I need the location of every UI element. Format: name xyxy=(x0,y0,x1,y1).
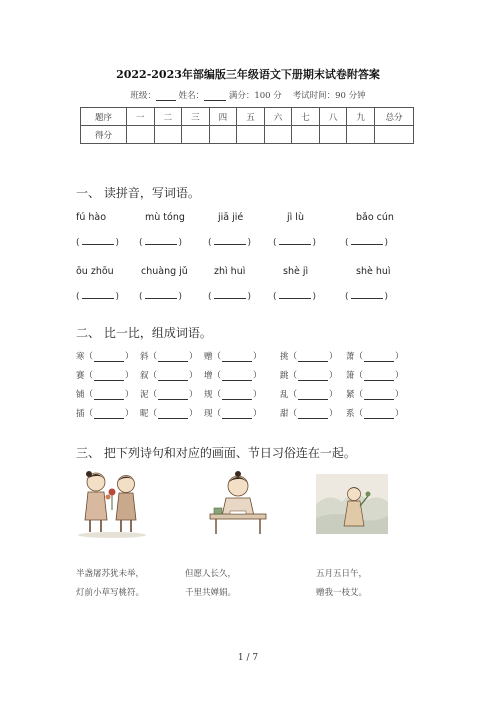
pinyin-item: ōu zhōu xyxy=(76,266,114,277)
answer-blank[interactable] xyxy=(364,353,394,362)
pinyin-item: zhì huì xyxy=(214,266,246,277)
document-title: 2022-2023年部编版三年级语文下册期末试卷附答案 xyxy=(116,68,380,81)
compare-char: 斜 xyxy=(140,352,149,362)
pinyin-item: shè jì xyxy=(283,266,309,277)
full-score: 满分：100 分 xyxy=(228,91,282,101)
score-header-cell: 四 xyxy=(209,108,237,126)
answer-blank[interactable]: ( ) xyxy=(345,292,389,302)
score-header-cell: 五 xyxy=(237,108,265,126)
compare-char: 乱 xyxy=(280,390,289,400)
compare-row: 寒（ ） 斜（ ） 赠（ ） 挑（ ） 萧（ ） xyxy=(76,352,404,362)
children-flowers-illustration[interactable] xyxy=(74,468,150,538)
compare-row: 铺（ ） 泥（ ） 规（ ） 乱（ ） 紧（ ） xyxy=(76,390,404,400)
compare-char: 寒 xyxy=(76,352,85,362)
score-cell[interactable] xyxy=(209,126,237,144)
pinyin-item: chuàng jǔ xyxy=(141,266,188,277)
pinyin-item: shè huì xyxy=(356,266,391,277)
score-header-cell: 题序 xyxy=(81,108,127,126)
score-cell[interactable] xyxy=(292,126,320,144)
section-2-heading: 二、 比一比，组成词语。 xyxy=(76,326,212,340)
score-header-cell: 八 xyxy=(319,108,347,126)
answer-blank[interactable]: ( ) xyxy=(273,238,317,248)
pinyin-item: fú hào xyxy=(76,212,107,223)
compare-char: 箫 xyxy=(346,371,355,381)
compare-char: 萧 xyxy=(346,352,355,362)
score-cell[interactable] xyxy=(264,126,292,144)
answer-blank[interactable] xyxy=(364,410,394,419)
score-table xyxy=(80,107,414,144)
poem-line[interactable]: 五月五日午， xyxy=(316,569,368,579)
pinyin-item: jiā jié xyxy=(218,212,244,223)
compare-char: 赛 xyxy=(76,371,85,381)
compare-char: 紧 xyxy=(346,390,355,400)
compare-char: 泥 xyxy=(140,390,149,400)
compare-char: 系 xyxy=(346,409,355,419)
compare-char: 增 xyxy=(204,371,213,381)
score-header-cell: 三 xyxy=(182,108,210,126)
answer-blank[interactable] xyxy=(222,353,252,362)
class-blank[interactable] xyxy=(156,91,176,101)
score-cell[interactable] xyxy=(127,126,155,144)
answer-blank[interactable] xyxy=(222,372,252,381)
score-cell[interactable] xyxy=(182,126,210,144)
score-cell[interactable] xyxy=(347,126,375,144)
score-header-cell: 九 xyxy=(347,108,375,126)
score-table-score-row xyxy=(81,126,414,144)
score-cell[interactable] xyxy=(154,126,182,144)
compare-char: 插 xyxy=(76,409,85,419)
answer-blank[interactable]: ( ) xyxy=(208,238,252,248)
score-header-cell: 一 xyxy=(127,108,155,126)
score-header-cell: 二 xyxy=(154,108,182,126)
compare-char: 昵 xyxy=(140,409,149,419)
answer-blank[interactable]: ( ) xyxy=(76,238,120,248)
answer-blank[interactable] xyxy=(298,372,328,381)
poem-line[interactable]: 半盏屠苏犹未举， xyxy=(76,569,145,579)
answer-blank[interactable] xyxy=(298,353,328,362)
answer-blank[interactable] xyxy=(222,410,252,419)
score-header-cell: 总分 xyxy=(375,108,414,126)
answer-blank[interactable] xyxy=(364,372,394,381)
answer-blank[interactable]: ( ) xyxy=(76,292,120,302)
compare-char: 赠 xyxy=(204,352,213,362)
score-row-label: 得分 xyxy=(81,126,127,144)
score-cell[interactable] xyxy=(319,126,347,144)
answer-blank[interactable] xyxy=(94,353,124,362)
answer-blank[interactable]: ( ) xyxy=(273,292,317,302)
section-1-heading: 一、 读拼音，写词语。 xyxy=(76,186,200,200)
score-header-cell: 六 xyxy=(264,108,292,126)
poem-line[interactable]: 但愿人长久， xyxy=(185,569,237,579)
pinyin-item: jì lù xyxy=(287,212,304,223)
poem-line[interactable]: 灯前小草写桃符。 xyxy=(76,588,145,598)
answer-blank[interactable] xyxy=(222,391,252,400)
poem-line[interactable]: 千里共婵娟。 xyxy=(185,588,237,598)
poem-line[interactable]: 赠我一枝艾。 xyxy=(316,588,368,598)
compare-char: 挑 xyxy=(280,352,289,362)
compare-char: 铺 xyxy=(76,390,85,400)
page-number: 1 / 7 xyxy=(237,653,259,663)
compare-row: 插（ ） 昵（ ） 现（ ） 甜（ ） 系（ ） xyxy=(76,409,404,419)
answer-blank[interactable]: ( ) xyxy=(345,238,389,248)
score-cell[interactable] xyxy=(375,126,414,144)
answer-blank[interactable] xyxy=(158,353,188,362)
section-3-heading: 三、 把下列诗句和对应的画面、节日习俗连在一起。 xyxy=(76,446,356,460)
compare-row: 赛（ ） 叙（ ） 增（ ） 跳（ ） 箫（ ） xyxy=(76,371,404,381)
answer-blank[interactable]: ( ) xyxy=(139,238,183,248)
compare-char: 现 xyxy=(204,409,213,419)
pinyin-item: bǎo cún xyxy=(356,212,394,223)
compare-char: 甜 xyxy=(280,409,289,419)
compare-char: 跳 xyxy=(280,371,289,381)
exam-info-line xyxy=(0,89,496,101)
answer-blank[interactable] xyxy=(158,410,188,419)
score-header-cell: 七 xyxy=(292,108,320,126)
answer-blank[interactable] xyxy=(94,372,124,381)
score-cell[interactable] xyxy=(237,126,265,144)
answer-blank[interactable] xyxy=(158,391,188,400)
answer-blank[interactable] xyxy=(298,391,328,400)
writing-at-desk-illustration[interactable] xyxy=(206,470,270,536)
answer-blank[interactable] xyxy=(94,410,124,419)
name-blank[interactable] xyxy=(204,91,226,101)
landscape-figure-illustration[interactable] xyxy=(316,474,388,534)
answer-blank[interactable] xyxy=(298,410,328,419)
answer-blank[interactable]: ( ) xyxy=(139,292,183,302)
compare-char: 规 xyxy=(204,390,213,400)
name-label: 姓名： xyxy=(178,91,205,101)
compare-char: 叙 xyxy=(140,371,149,381)
answer-blank[interactable] xyxy=(94,391,124,400)
answer-blank[interactable] xyxy=(158,372,188,381)
score-table-header-row xyxy=(81,108,414,126)
pinyin-item: mù tóng xyxy=(145,212,185,223)
answer-blank[interactable]: ( ) xyxy=(208,292,252,302)
answer-blank[interactable] xyxy=(364,391,394,400)
exam-time: 考试时间：90 分钟 xyxy=(292,91,366,101)
class-label: 班级： xyxy=(130,91,156,101)
